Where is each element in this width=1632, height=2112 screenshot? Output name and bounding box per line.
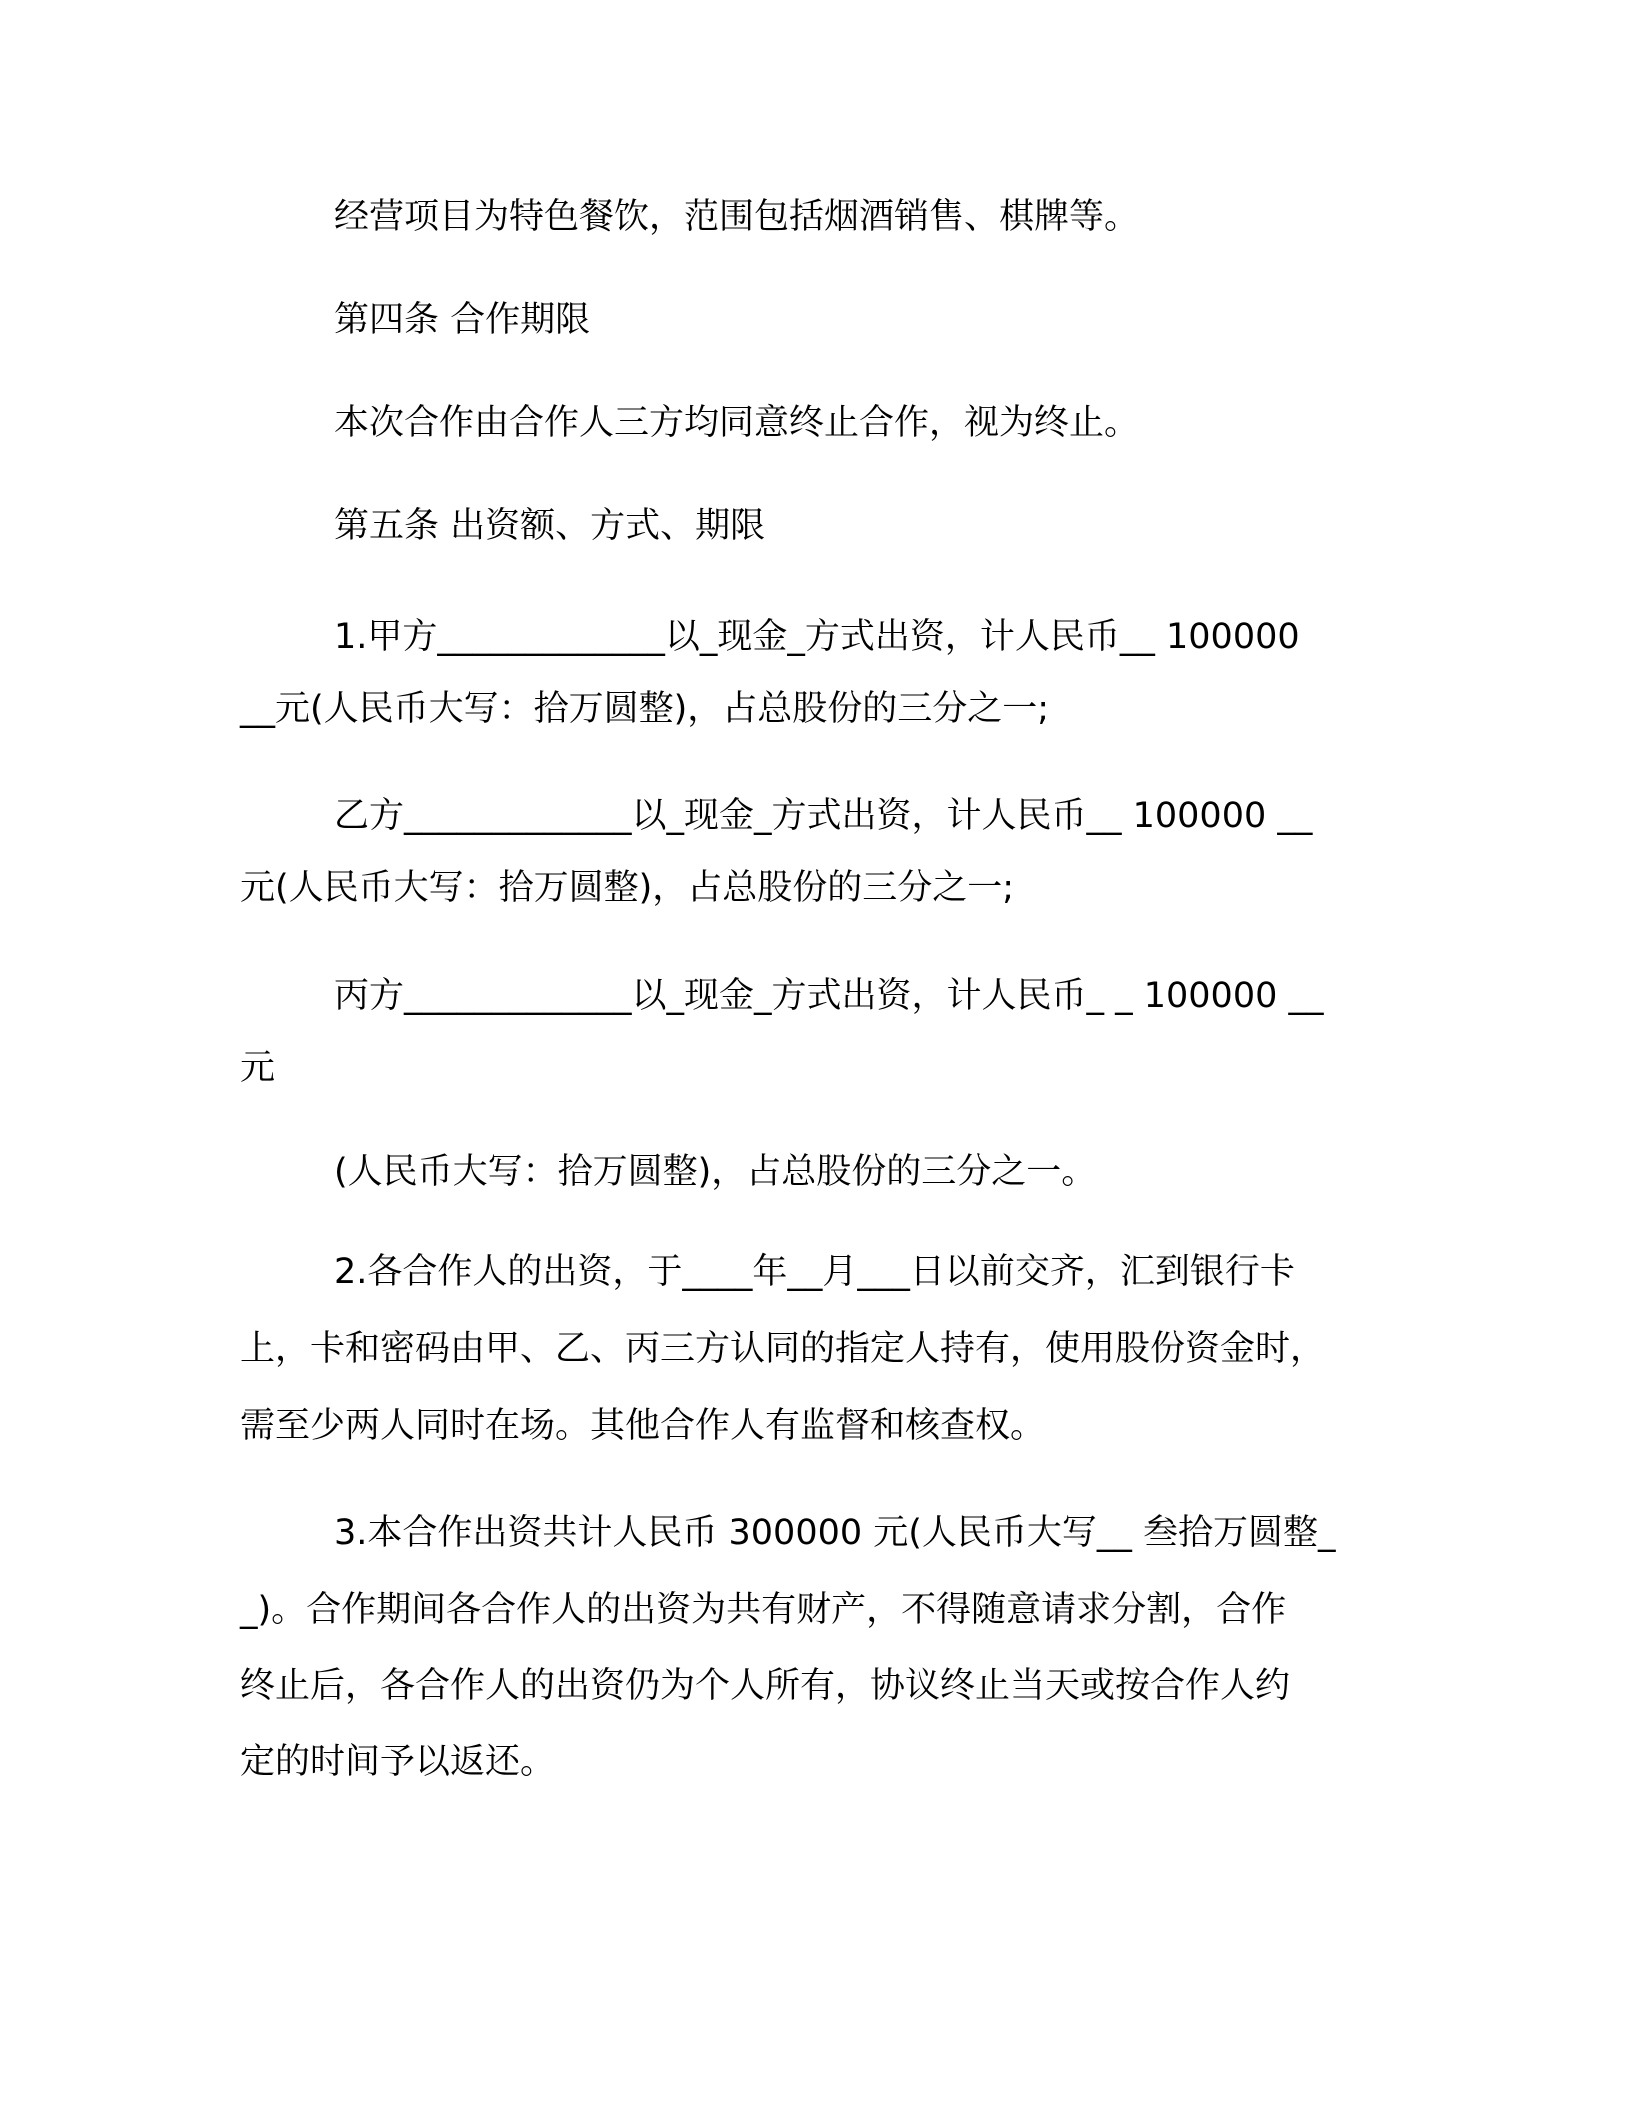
heading-article-4: 第四条 合作期限 — [334, 300, 591, 340]
text-line-contribution-deadline-3: 需至少两人同时在场。其他合作人有监督和核查权。 — [240, 1406, 1046, 1446]
text-line-total-contribution-1: 3.本合作出资共计人民币 300000 元(人民币大写__ 叁拾万圆整_ — [334, 1513, 1336, 1553]
text-line-party-b-2: 元(人民币大写：拾万圆整)，占总股份的三分之一; — [240, 868, 1015, 908]
text-line-party-c-3: (人民币大写：拾万圆整)，占总股份的三分之一。 — [334, 1152, 1097, 1192]
text-line-business-scope: 经营项目为特色餐饮，范围包括烟酒销售、棋牌等。 — [334, 197, 1140, 237]
text-line-total-contribution-2: _)。合作期间各合作人的出资为共有财产，不得随意请求分割，合作 — [240, 1590, 1287, 1630]
text-line-party-b-1: 乙方_____________以_现金_方式出资，计人民币__ 100000 __ — [334, 796, 1313, 836]
text-line-cooperation-term: 本次合作由合作人三方均同意终止合作，视为终止。 — [334, 403, 1140, 443]
text-line-contribution-deadline-1: 2.各合作人的出资，于____年__月___日以前交齐，汇到银行卡 — [334, 1252, 1295, 1292]
text-line-party-c-2: 元 — [240, 1048, 276, 1088]
text-line-party-a-1: 1.甲方_____________以_现金_方式出资，计人民币__ 100000 — [334, 617, 1300, 657]
heading-article-5: 第五条 出资额、方式、期限 — [334, 506, 766, 546]
text-line-total-contribution-3: 终止后，各合作人的出资仍为个人所有，协议终止当天或按合作人约 — [240, 1666, 1291, 1706]
text-line-total-contribution-4: 定的时间予以返还。 — [240, 1742, 556, 1782]
text-line-party-a-2: __元(人民币大写：拾万圆整)，占总股份的三分之一; — [240, 689, 1050, 729]
text-line-contribution-deadline-2: 上，卡和密码由甲、乙、丙三方认同的指定人持有，使用股份资金时， — [240, 1329, 1326, 1369]
text-line-party-c-1: 丙方_____________以_现金_方式出资，计人民币_ _ 100000 __ — [334, 976, 1324, 1016]
